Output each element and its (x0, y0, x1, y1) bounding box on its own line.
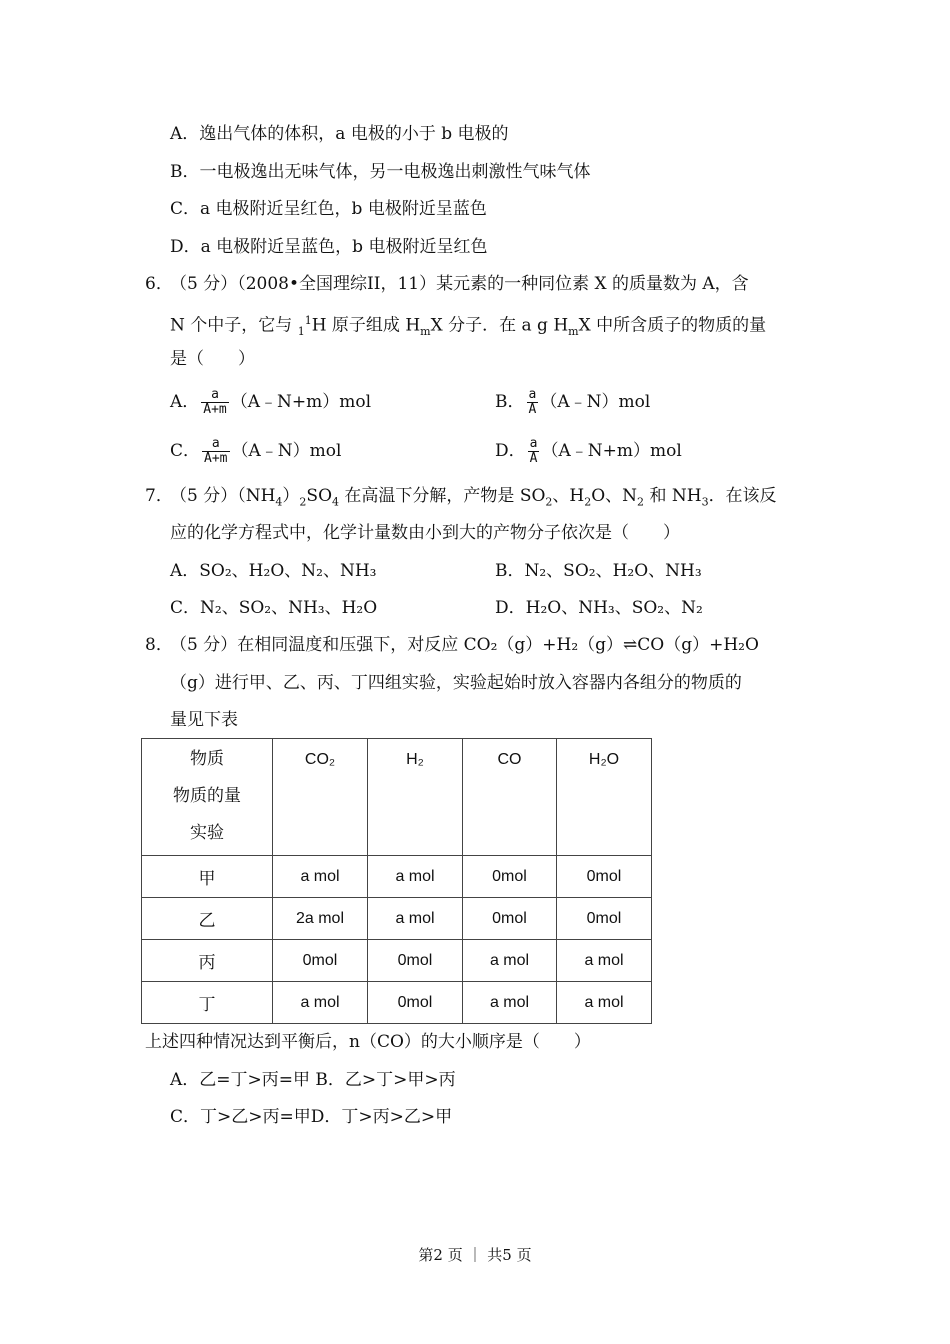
q7-option-d: D．H₂O、NH₃、SO₂、N₂ (495, 598, 703, 618)
fraction: $\frac{a}{A+m}$ (204, 436, 228, 466)
table-cell: 0mol (368, 940, 463, 982)
q6-number: 6． (145, 274, 173, 294)
table-cell: a mol (557, 940, 652, 982)
q5-option-d: D．a 电极附近呈蓝色，b 电极附近呈红色 (170, 237, 488, 257)
table-cell: a mol (463, 982, 557, 1024)
fraction: $\frac{a}{A+m}$ (203, 387, 227, 417)
experiment-table (141, 738, 652, 1024)
q6-stem-line1: （5 分）（2008•全国理综II，11）某元素的一种同位素 X 的质量数为 A，含 (170, 274, 749, 294)
q7-option-c: C．N₂、SO₂、NH₃、H₂O (170, 598, 378, 618)
table-header-row (142, 739, 652, 856)
q6-option-c: C． $\frac{a}{A+m}$ （A﹣N）mol (170, 436, 342, 466)
table-cell: a mol (463, 940, 557, 982)
q7-number: 7． (145, 486, 173, 506)
table-cell: a mol (557, 982, 652, 1024)
table-corner-cell (142, 739, 273, 856)
table-cell: 0mol (463, 898, 557, 940)
row-label: 甲 (142, 856, 273, 898)
row-label: 丙 (142, 940, 273, 982)
table-cell: a mol (368, 898, 463, 940)
table-cell: a mol (368, 856, 463, 898)
q6-option-b: B． $\frac{a}{A}$ （A﹣N）mol (495, 387, 651, 417)
table-cell: 0mol (463, 856, 557, 898)
q5-option-c: C．a 电极附近呈红色，b 电极附近呈蓝色 (170, 199, 487, 219)
q8-after-table: 上述四种情况达到平衡后，n（CO）的大小顺序是（ ） (145, 1032, 591, 1052)
table-row (142, 940, 652, 982)
column-header: CO (463, 739, 557, 856)
q8-number: 8． (145, 635, 173, 655)
table-row (142, 982, 652, 1024)
q6-option-a: A． $\frac{a}{A+m}$ （A﹣N+m）mol (170, 387, 372, 417)
q5-option-a: A．逸出气体的体积，a 电极的小于 b 电极的 (170, 124, 509, 144)
table-cell: 2a mol (273, 898, 368, 940)
q8-stem-line2: （g）进行甲、乙、丙、丁四组实验，实验起始时放入容器内各组分的物质的 (170, 673, 742, 693)
q5-option-b: B．一电极逸出无味气体，另一电极逸出刺激性气味气体 (170, 162, 591, 182)
column-header: H₂O (557, 739, 652, 856)
q7-stem-line2: 应的化学方程式中，化学计量数由小到大的产物分子依次是（ ） (170, 523, 680, 543)
fraction: $\frac{a}{A}$ (529, 436, 538, 466)
table-cell: 0mol (557, 898, 652, 940)
q6-stem-line2: N 个中子，它与 $_1^1$H 原子组成 $H_mX$ 分子．在 a g $H_mX$ 中所含质子的物质的量 (170, 314, 767, 339)
column-header: CO₂ (273, 739, 368, 856)
q8-options-cd: C．丁>乙>丙=甲D．丁>丙>乙>甲 (170, 1107, 453, 1127)
table-cell: 0mol (273, 940, 368, 982)
q8-stem-line3: 量见下表 (170, 710, 238, 730)
fraction: $\frac{a}{A}$ (528, 387, 537, 417)
table-cell: 0mol (557, 856, 652, 898)
row-label: 乙 (142, 898, 273, 940)
table-row (142, 856, 652, 898)
q7-option-b: B．N₂、SO₂、H₂O、NH₃ (495, 561, 702, 581)
table-cell: 0mol (368, 982, 463, 1024)
corner-label: 物质 (190, 749, 224, 769)
q7-stem-line1: （5 分）$(NH_4)_2SO_4$ 在高温下分解，产物是 $SO_2$、$H_2O$、$N_2$ 和 $NH_3$．在该反 (170, 486, 777, 509)
q7-option-a: A．SO₂、H₂O、N₂、NH₃ (170, 561, 377, 581)
table-row (142, 898, 652, 940)
page-footer: 第2 页 ｜ 共5 页 (418, 1246, 532, 1264)
corner-label: 物质的量 (173, 786, 241, 806)
table-cell: a mol (273, 856, 368, 898)
row-label: 丁 (142, 982, 273, 1024)
q8-options-ab: A．乙=丁>丙=甲 B．乙>丁>甲>丙 (170, 1070, 456, 1090)
corner-label: 实验 (190, 823, 224, 843)
column-header: H₂ (368, 739, 463, 856)
q8-stem-line1: （5 分）在相同温度和压强下，对反应 CO₂（g）+H₂（g）⇌CO（g）+H₂O (170, 635, 759, 655)
q6-option-d: D． $\frac{a}{A}$ （A﹣N+m）mol (495, 436, 682, 466)
table-cell: a mol (273, 982, 368, 1024)
q6-stem-line3: 是（ ） (170, 349, 255, 369)
